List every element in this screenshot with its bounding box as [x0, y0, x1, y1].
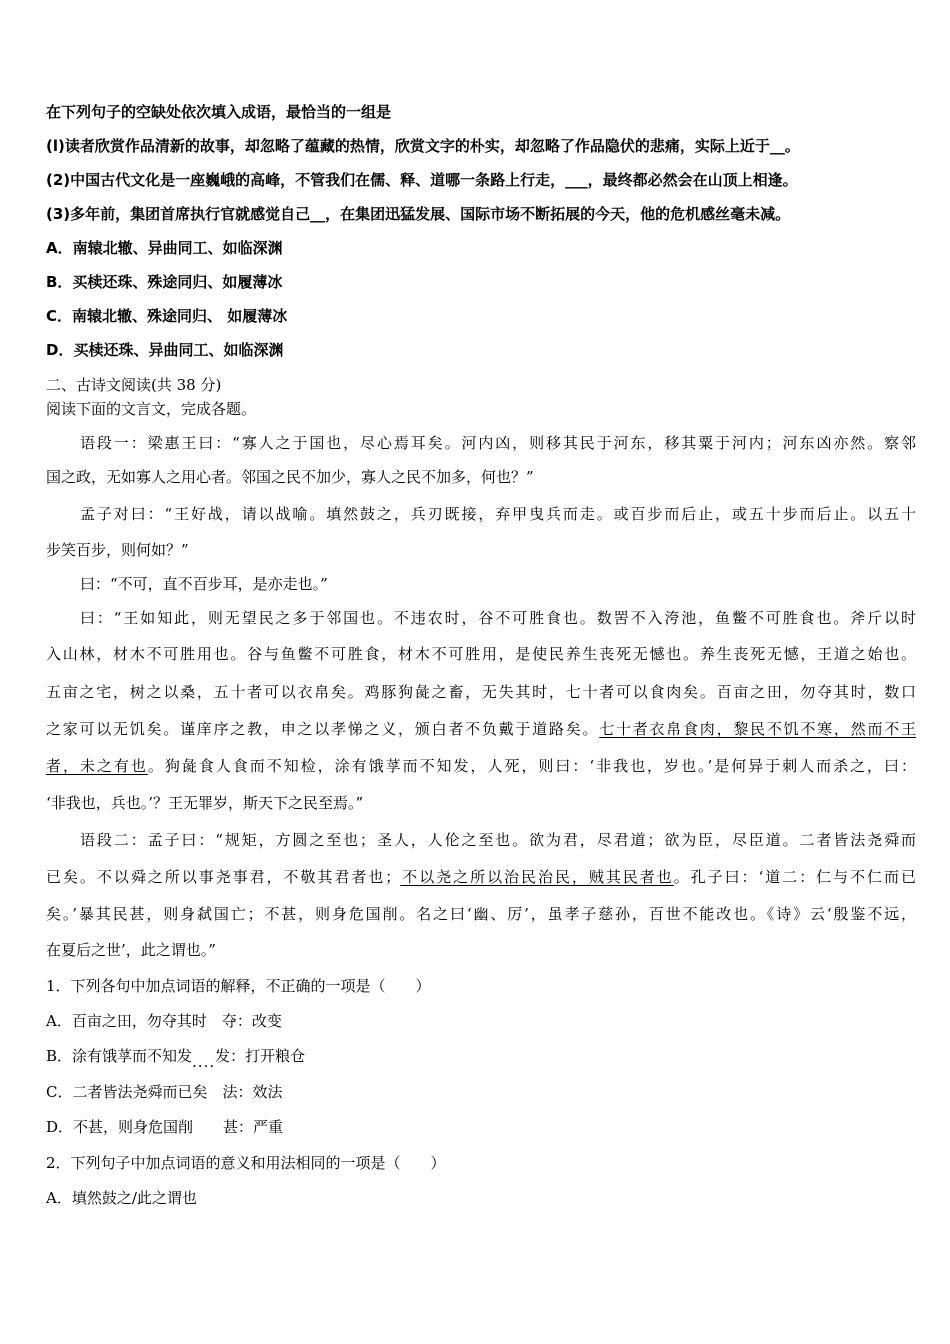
passage-line: 在夏后之世’，此之谓也。” — [46, 941, 216, 959]
question-1-option-b — [46, 1046, 916, 1071]
passage-text: 之家可以无饥矣。谨庠序之教，申之以孝悌之义，颁白者不负戴于道路矣。 — [46, 720, 600, 738]
underlined-sentence: 者，未之有也 — [46, 757, 148, 775]
passage-line: 步笑百步，则何如？” — [46, 541, 189, 559]
question-1-option-d: D．不甚，则身危国削 甚：严重 — [46, 1118, 284, 1136]
fill-option-d: D．买椟还珠、异曲同工、如临深渊 — [46, 341, 284, 359]
fill-question-stem: 在下列句子的空缺处依次填入成语，最恰当的一组是 — [46, 103, 392, 121]
passage-line: 五亩之宅，树之以桑，五十者可以衣帛矣。鸡豚狗彘之畜，无失其时，七十者可以食肉矣。百亩之田，勿夺其时，数口 — [46, 683, 916, 701]
passage-line: 曰：“王如知此，则无望民之多于邻国也。不违农时，谷不可胜食也。数罟不入洿池，鱼鳖不可胜食也。斧斤以时 — [80, 609, 916, 627]
section-instruction: 阅读下面的文言文，完成各题。 — [46, 400, 257, 418]
fill-option-b: B．买椟还珠、殊途同归、如履薄冰 — [46, 273, 283, 291]
passage-line: 矣。’暴其民甚，则身弑国亡；不甚，则身危国削。名之曰‘幽、厉’，虽孝子慈孙，百世不能改也。《诗》云‘殷鉴不远， — [46, 905, 916, 923]
passage-line — [46, 756, 916, 776]
passage-line: ‘非我也，兵也。’？王无罪岁，斯天下之民至焉。” — [46, 794, 364, 812]
passage-line — [46, 719, 916, 739]
passage-line: 入山林，材木不可胜用也。谷与鱼鳖不可胜食，材木不可胜用，是使民养生丧死无憾也。养生丧死无憾，王道之始也。 — [46, 645, 916, 663]
passage-line — [46, 867, 916, 887]
question-1-option-c: C．二者皆法尧舜而已矣 法：效法 — [46, 1083, 283, 1101]
option-text: B．涂有饿莩而不知发 — [46, 1047, 193, 1065]
fill-option-c: C．南辕北辙、殊途同归、 如履薄冰 — [46, 307, 288, 325]
question-1-stem: 1．下列各句中加点词语的解释，不正确的一项是（ ） — [46, 977, 431, 995]
section-heading: 二、古诗文阅读(共 38 分) — [46, 376, 222, 394]
underlined-sentence: 不以尧之所以治民治民，贼其民者也 — [400, 868, 674, 886]
question-2-stem: 2．下列句子中加点词语的意义和用法相同的一项是（ ） — [46, 1154, 446, 1172]
passage-line: 曰：“不可，直不百步耳，是亦走也。” — [80, 575, 328, 593]
passage-line: 语段二：孟子曰：“规矩，方圆之至也；圣人，人伦之至也。欲为君，尽君道；欲为臣，尽臣道。二者皆法尧舜而 — [80, 831, 916, 849]
fill-option-a: A．南辕北辙、异曲同工、如临深渊 — [46, 239, 283, 257]
passage-text: 。孔子曰：‘道二：仁与不仁而已 — [673, 868, 916, 886]
passage-line: 语段一：梁惠王曰：“寡人之于国也，尽心焉耳矣。河内凶，则移其民于河东，移其粟于河内；河东凶亦然。察邻 — [80, 434, 916, 452]
passage-line: 国之政，无如寡人之用心者。邻国之民不加少，寡人之民不加多，何也？” — [46, 468, 534, 486]
underlined-sentence: 七十者衣帛食肉，黎民不饥不寒，然而不王 — [599, 720, 916, 738]
question-1-option-a: A．百亩之田，勿夺其时 夺：改变 — [46, 1012, 282, 1030]
question-2-option-a: A．填然鼓之/此之谓也 — [46, 1189, 197, 1207]
fill-sentence-1: (l)读者欣赏作品清新的故事，却忽略了蕴藏的热情，欣赏文字的朴实，却忽略了作品隐伏的悲痛，实际上近于__。 — [46, 137, 800, 155]
passage-line: 孟子对曰：“王好战，请以战喻。填然鼓之，兵刃既接，弃甲曳兵而走。或百步而后止，或五十步而后止。以五十 — [80, 505, 916, 523]
passage-text: 已矣。不以舜之所以事尧事君，不敬其君者也； — [46, 868, 401, 886]
option-gloss: 发：打开粮仓 — [215, 1047, 306, 1065]
emphasis-dots: .... — [192, 1053, 216, 1071]
passage-text: 。狗彘食人食而不知检，涂有饿莩而不知发，人死，则曰：‘非我也，岁也。’是何异于刺人而杀之，曰： — [147, 757, 916, 775]
fill-sentence-3: (3)多年前，集团首席执行官就感觉自己__，在集团迅猛发展、国际市场不断拓展的今天，他的危机感丝毫未减。 — [46, 205, 791, 223]
fill-sentence-2: (2)中国古代文化是一座巍峨的高峰，不管我们在儒、释、道哪一条路上行走，___，最终都必然会在山顶上相逢。 — [46, 171, 798, 189]
